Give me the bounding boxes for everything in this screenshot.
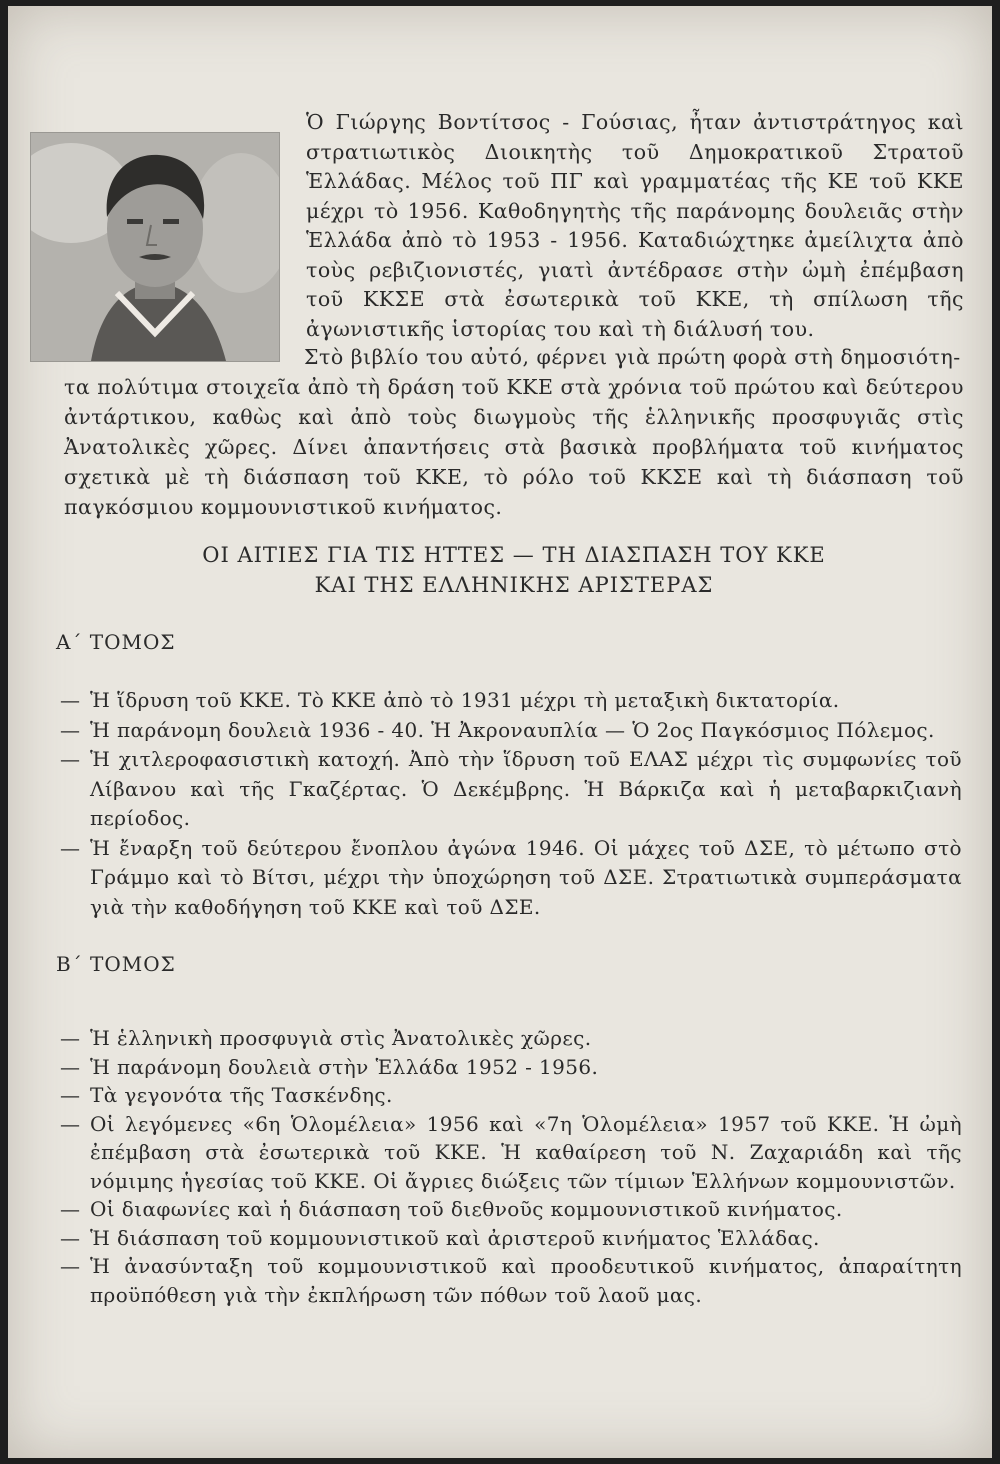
list-item xyxy=(60,1024,962,1053)
dash-mark: — xyxy=(60,688,81,712)
summary-first-line: Στὸ βιβλίο του αὐτό, φέρνει γιὰ πρώτη φορὰ στὴ δημοσιότη- xyxy=(304,345,961,369)
list-item xyxy=(60,716,962,746)
list-item-text: Οἱ διαφωνίες καὶ ἡ διάσπαση τοῦ διεθνοῦς κομμουνιστικοῦ κινήματος. xyxy=(90,1197,843,1221)
book-back-cover xyxy=(8,6,992,1458)
list-item-text: Ἡ ἑλληνικὴ προσφυγιὰ στὶς Ἀνατολικὲς χῶρες. xyxy=(90,1026,592,1050)
contents-heading xyxy=(64,540,964,600)
dash-mark: — xyxy=(60,1225,81,1250)
list-item-text: Ἡ ἵδρυση τοῦ ΚΚΕ. Τὸ ΚΚΕ ἀπὸ τὸ 1931 μέχρι τὴ μεταξικὴ δικτατορία. xyxy=(90,688,840,712)
list-item-text: Οἱ λεγόμενες «6η Ὁλομέλεια» 1956 καὶ «7η Ὁλομέλεια» 1957 τοῦ ΚΚΕ. Ἡ ὠμὴ ἐπέμβαση στὰ ἐσωτερικὰ τοῦ ΚΚΕ. Ἡ καθαίρεση τοῦ Ν. Ζαχαριάδη καὶ τῆς νόμιμης ἡγεσίας τοῦ ΚΚΕ. Οἱ ἄγριες διώξεις τῶν τίμιων Ἑλλήνων κομμουνιστῶν. xyxy=(90,1111,962,1193)
summary-text: τα πολύτιμα στοιχεῖα ἀπὸ τὴ δράση τοῦ ΚΚΕ στὰ χρόνια τοῦ πρώτου καὶ δεύτερου ἀντάρτικου, καθὼς καὶ ἀπὸ τοὺς διωγμοὺς τῆς ἑλληνικῆς προσφυγιᾶς στὶς Ἀνατολικὲς χῶρες. Δίνει ἀπαντήσεις στὰ βασικὰ προβλήματα τοῦ κινήματος σχετικὰ μὲ τὴ διάσπαση τοῦ ΚΚΕ, τὸ ρόλο τοῦ ΚΚΣΕ καὶ τὴ διάσπαση τοῦ παγκόσμιου κομμουνιστικοῦ κινήματος. xyxy=(64,375,964,519)
book-summary xyxy=(64,342,964,522)
list-item xyxy=(60,686,962,716)
list-item xyxy=(60,1081,962,1110)
heading-line-2: ΚΑΙ ΤΗΣ ΕΛΛΗΝΙΚΗΣ ΑΡΙΣΤΕΡΑΣ xyxy=(314,573,714,597)
dash-mark: — xyxy=(60,1197,81,1221)
list-item xyxy=(60,1252,962,1309)
list-item-text: Ἡ παράνομη δουλειὰ 1936 - 40. Ἡ Ἀκροναυπλία — Ὁ 2ος Παγκόσμιος Πόλεμος. xyxy=(90,717,935,742)
dash-mark: — xyxy=(60,1111,81,1136)
volume-a-contents xyxy=(60,686,962,922)
dash-mark: — xyxy=(60,717,81,742)
list-item xyxy=(60,745,962,834)
list-item xyxy=(60,1195,962,1224)
volume-b-title: Β΄ ΤΟΜΟΣ xyxy=(56,952,176,976)
list-item xyxy=(60,1224,962,1253)
list-item xyxy=(60,1110,962,1196)
author-bio: Ὁ Γιώργης Βοντίτσος - Γούσιας, ἦταν ἀντιστράτηγος καὶ στρατιωτικὸς Διοικητὴς τοῦ Δημοκρατικοῦ Στρατοῦ Ἑλλάδας. Μέλος τοῦ ΠΓ καὶ γραμματέας τῆς ΚΕ τοῦ ΚΚΕ μέχρι τὸ 1956. Καθοδηγητὴς τῆς παράνομης δουλειᾶς στὴν Ἑλλάδα ἀπὸ τὸ 1953 - 1956. Καταδιώχτηκε ἀμείλιχτα ἀπὸ τοὺς ρεβιζιονιστές, γιατὶ ἀντέδρασε στὴν ὠμὴ ἐπέμβαση τοῦ ΚΚΣΕ στὰ ἐσωτερικὰ τοῦ ΚΚΕ, τὴ σπίλωση τῆς ἀγωνιστικῆς ἱστορίας του καὶ τὴ διάλυσή του. xyxy=(306,110,964,341)
list-item-text: Ἡ ἔναρξη τοῦ δεύτερου ἔνοπλου ἀγώνα 1946. Οἱ μάχες τοῦ ΔΣΕ, τὸ μέτωπο στὸ Γράμμο καὶ τὸ Βίτσι, μέχρι τὴν ὑποχώρηση τοῦ ΔΣΕ. Στρατιωτικὰ συμπεράσματα γιὰ τὴν καθοδήγηση τοῦ ΚΚΕ καὶ τοῦ ΔΣΕ. xyxy=(90,835,962,919)
list-item-text: Ἡ διάσπαση τοῦ κομμουνιστικοῦ καὶ ἀριστεροῦ κινήματος Ἑλλάδας. xyxy=(90,1225,820,1250)
dash-mark: — xyxy=(60,747,81,771)
list-item-text: Ἡ παράνομη δουλειὰ στὴν Ἑλλάδα 1952 - 1956. xyxy=(90,1054,599,1079)
volume-b-contents xyxy=(60,1024,962,1309)
dash-mark: — xyxy=(60,835,81,860)
list-item xyxy=(60,834,962,923)
list-item xyxy=(60,1053,962,1082)
volume-a-title: Α΄ ΤΟΜΟΣ xyxy=(56,630,176,654)
author-portrait-photo xyxy=(30,132,280,362)
dash-mark: — xyxy=(60,1054,81,1079)
list-item-text: Ἡ ἀνασύνταξη τοῦ κομμουνιστικοῦ καὶ προοδευτικοῦ κινήματος, ἀπαραίτητη προϋπόθεση γιὰ τὴν ἐκπλήρωση τῶν πόθων τοῦ λαοῦ μας. xyxy=(90,1254,962,1307)
dash-mark: — xyxy=(60,1083,81,1107)
list-item-text: Ἡ χιτλεροφασιστικὴ κατοχή. Ἀπὸ τὴν ἵδρυση τοῦ ΕΛΑΣ μέχρι τὶς συμφωνίες τοῦ Λίβανου καὶ τῆς Γκαζέρτας. Ὁ Δεκέμβρης. Ἡ Βάρκιζα καὶ ἡ μεταβαρκιζιανὴ περίοδος. xyxy=(90,747,962,830)
dash-mark: — xyxy=(60,1026,81,1050)
portrait-icon xyxy=(31,133,279,361)
dash-mark: — xyxy=(60,1254,81,1278)
heading-line-1: ΟΙ ΑΙΤΙΕΣ ΓΙΑ ΤΙΣ ΗΤΤΕΣ — ΤΗ ΔΙΑΣΠΑΣΗ ΤΟΥ ΚΚΕ xyxy=(202,543,826,567)
list-item-text: Τὰ γεγονότα τῆς Τασκένδης. xyxy=(90,1083,393,1107)
